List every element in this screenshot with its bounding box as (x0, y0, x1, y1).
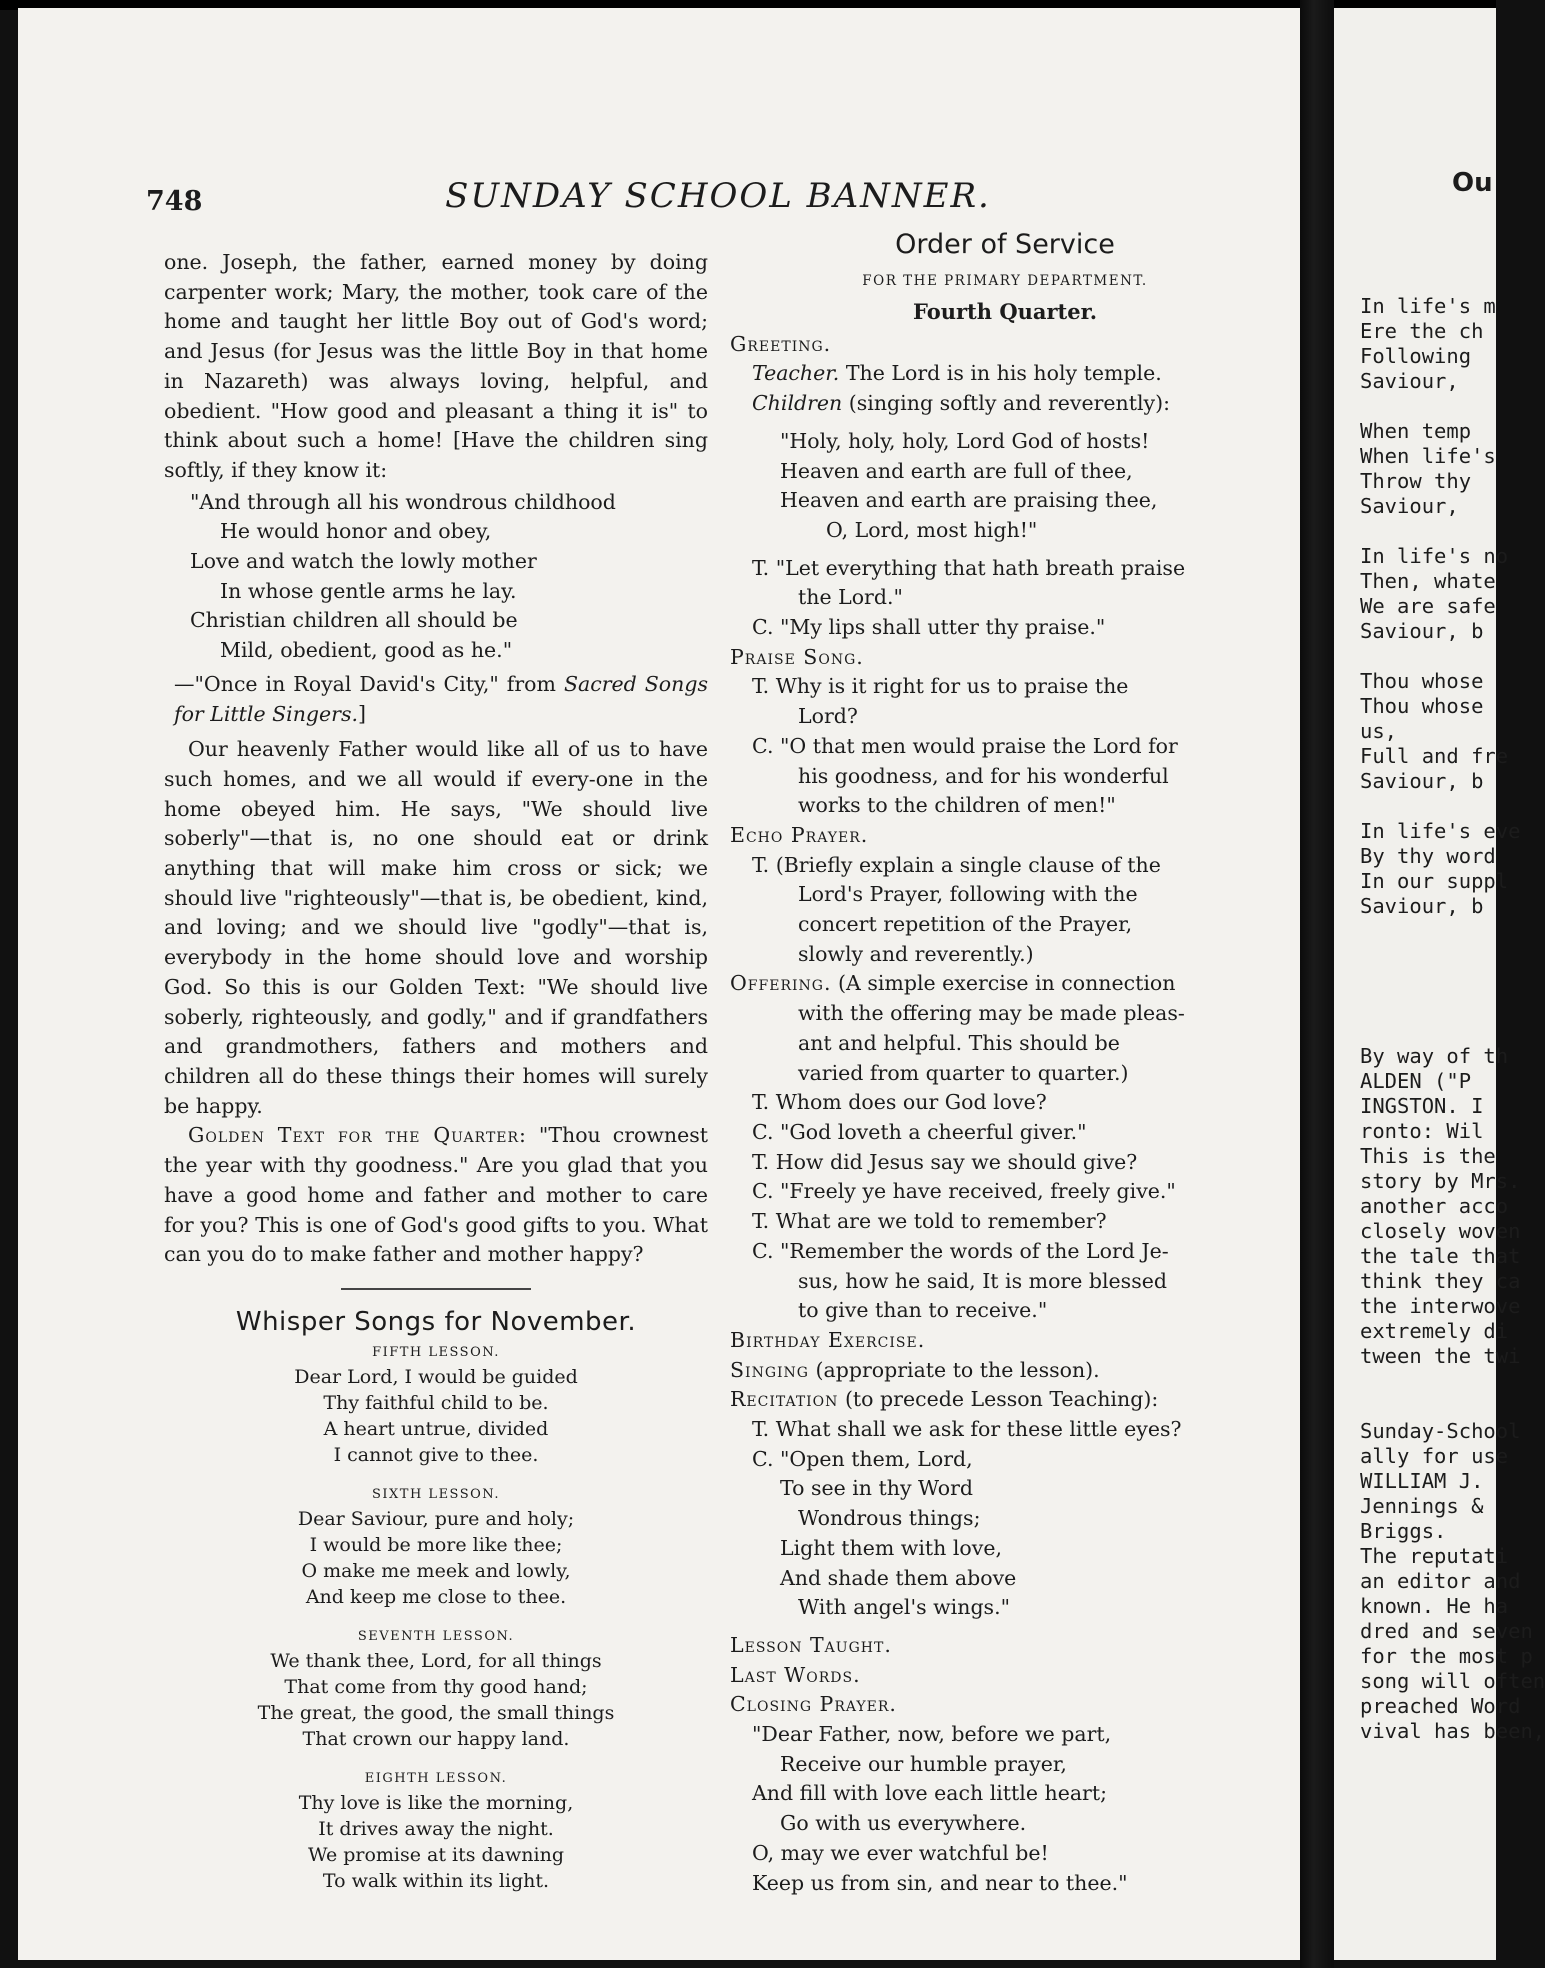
prayer-line: Keep us from sin, and near to thee." (752, 1870, 1128, 1895)
book-gutter (1300, 0, 1334, 1968)
line: T. What shall we ask for these little eyes? (752, 1417, 1182, 1442)
right-page-line: WILLIAM J. (1360, 1469, 1484, 1493)
section-divider (341, 1288, 531, 1290)
paragraph: Our heavenly Father would like all of us to have such homes, and we all would if every-one in the home obeyed him. He says, "We should live soberly"—that is, no one should eat or drink anything that will make him cross or sick; we should live "righteously"—that is, be obedient, kind, and loving; and we should live "godly"—that is, everybody in the home should love and worship God. So this is our Golden Text: "We should live soberly, righteously, and godly," and if grandfathers and grandmothers, fathers and mothers and children all do these things their homes will surely be happy. (164, 737, 708, 1118)
right-page-line: In life's m (1360, 294, 1496, 318)
line-text: (singing softly and reverently): (842, 391, 1171, 416)
line: varied from quarter to quarter.) (798, 1060, 1129, 1085)
right-page-line: Then, whate (1360, 569, 1496, 593)
right-page-line: Saviour, b (1360, 769, 1484, 793)
recitation-line: Light them with love, (780, 1535, 1002, 1560)
verse-line: Christian children all should be (190, 608, 518, 633)
qa-line: T. What are we told to remember? (752, 1209, 1107, 1234)
recitation-line: To see in thy Word (780, 1476, 973, 1501)
line: C. "My lips shall utter thy praise." (752, 615, 1106, 640)
right-page-line: preached Word (1360, 1694, 1521, 1718)
right-page-line (1360, 944, 1545, 969)
right-page-line: another acco (1360, 1194, 1509, 1218)
right-page-line (1360, 644, 1545, 669)
citation-end: ] (358, 701, 366, 726)
verse-line: He would honor and obey, (220, 519, 492, 544)
paragraph: one. Joseph, the father, earned money by doing carpenter work; Mary, the mother, took care of the home and taught her little Boy out of God's word; and Jesus (for Jesus was the little Boy in that home in Nazareth) was always loving, helpful, and obedient. "How good and pleasant a thing it is" to think about such a home! [Have the children sing softly, if they know it: (164, 250, 708, 482)
recitation-line: With angel's wings." (798, 1595, 1011, 1620)
running-header (18, 176, 1300, 216)
line-text: (appropriate to the lesson). (808, 1357, 1100, 1382)
right-page-line (1360, 794, 1545, 819)
line (730, 969, 1280, 999)
right-page-line: ally for use (1360, 1444, 1509, 1468)
department-subtitle: FOR THE PRIMARY DEPARTMENT. (862, 272, 1148, 289)
line: T. "Let everything that hath breath praise (752, 555, 1186, 580)
hymn-line: Heaven and earth are praising thee, (780, 488, 1158, 513)
right-page-line: us, (1360, 719, 1398, 743)
lesson-line: A heart untrue, divided (323, 1417, 549, 1440)
page-number: 748 (146, 186, 203, 217)
citation-book-title: Sacred Songs for Little Singers. (174, 671, 708, 726)
right-page-line: vival has been, (1360, 1719, 1545, 1743)
right-page-line: Throw thy (1360, 469, 1472, 493)
right-page-line: the tale that (1360, 1244, 1521, 1268)
qa-line: C. "Freely ye have received, freely give." (752, 1179, 1176, 1204)
right-page-line (1360, 994, 1545, 1019)
right-page-line: Following (1360, 344, 1472, 368)
golden-text-label: Golden Text for the Quarter: (188, 1123, 527, 1148)
line: T. (Briefly explain a single clause of the (752, 852, 1161, 877)
lesson-line: To walk within its light. (322, 1869, 550, 1892)
right-page-line: The reputati (1360, 1544, 1509, 1568)
right-page-line: ronto: Wil (1360, 1119, 1484, 1143)
right-page-line: ALDEN ("P (1360, 1069, 1472, 1093)
prayer-line: "Dear Father, now, before we part, (752, 1722, 1112, 1747)
recitation-line: And shade them above (780, 1565, 1017, 1590)
right-page-line: story by Mrs. (1360, 1169, 1521, 1193)
section-recitation: Recitation (730, 1387, 839, 1412)
right-page-line: In life's no (1360, 544, 1509, 568)
qa-line: C. "Remember the words of the Lord Je- (752, 1238, 1169, 1263)
right-page-line: In our suppl (1360, 869, 1509, 893)
lesson-line: We promise at its dawning (307, 1843, 565, 1866)
right-page-line: Saviour, b (1360, 619, 1484, 643)
right-page-line: Saviour, b (1360, 894, 1484, 918)
prayer-line: Go with us everywhere. (780, 1811, 1027, 1836)
section-offering: Offering. (730, 971, 832, 996)
right-page-line: Saviour, (1360, 494, 1459, 518)
line: ant and helpful. This should be (798, 1030, 1120, 1055)
right-page-line: This is the (1360, 1144, 1496, 1168)
lesson-line: Thy love is like the morning, (298, 1791, 574, 1814)
right-page-line (1360, 1394, 1545, 1419)
paragraph (164, 1121, 708, 1270)
section-echo-prayer: Echo Prayer. (730, 822, 869, 847)
right-page-line: known. He ha (1360, 1594, 1509, 1618)
line-text: (A simple exercise in connection (831, 971, 1176, 996)
right-page-line: Ere the ch (1360, 319, 1484, 343)
line: concert repetition of the Prayer, (798, 912, 1133, 937)
right-page-line: We are safe (1360, 594, 1496, 618)
line: his goodness, and for his wonderful (798, 763, 1169, 788)
line: works to the children of men!" (798, 793, 1116, 818)
golden-text-body: "Thou crownest the year with thy goodness." Are you glad that you have a good home and father and mother to care for you? This is one of God's good gifts to you. What can you do to make father and mother happy? (164, 1123, 708, 1267)
prayer-line: Receive our humble prayer, (780, 1751, 1067, 1776)
section-lesson-taught: Lesson Taught. (730, 1632, 892, 1657)
citation (164, 670, 708, 729)
middle-column (730, 230, 1280, 1898)
citation-text: —"Once in Royal David's City," from (174, 671, 564, 696)
section-last-words: Last Words. (730, 1662, 861, 1687)
right-page-line: Full and fre (1360, 744, 1509, 768)
right-page-line: tween the twi (1360, 1344, 1521, 1368)
right-page-line: Jennings & (1360, 1494, 1484, 1518)
whisper-songs-heading: Whisper Songs for November. (235, 1306, 637, 1337)
lesson-label: EIGHTH LESSON. (364, 1770, 508, 1786)
right-page-line: think they ca (1360, 1269, 1521, 1293)
right-page-line: for the most p (1360, 1644, 1533, 1668)
periodical-title: SUNDAY SCHOOL BANNER. (445, 176, 991, 216)
line: slowly and reverently.) (798, 941, 1034, 966)
right-page-line (1360, 519, 1545, 544)
verse-line: In whose gentle arms he lay. (220, 578, 517, 603)
order-of-service-heading: Order of Service (895, 229, 1115, 260)
lesson-line: Dear Lord, I would be guided (294, 1365, 578, 1388)
verse-line: Love and watch the lowly mother (190, 549, 537, 574)
qa-line: to give than to receive." (798, 1298, 1048, 1323)
lesson-line: Thy faithful child to be. (323, 1391, 549, 1414)
lesson-line: That come from thy good hand; (284, 1675, 588, 1698)
right-page-line: In life's eve (1360, 819, 1521, 843)
right-page-line: the interwove (1360, 1294, 1521, 1318)
right-page-line: Briggs. (1360, 1519, 1447, 1543)
line (730, 389, 1280, 419)
right-page-line: By way of th (1360, 1044, 1509, 1068)
right-page-line: When life's (1360, 444, 1496, 468)
line-text: (to precede Lesson Teaching): (838, 1387, 1159, 1412)
right-page-text (1360, 294, 1545, 1744)
lesson-line: We thank thee, Lord, for all things (270, 1649, 602, 1672)
lesson-line: Dear Saviour, pure and holy; (297, 1507, 575, 1530)
line: with the offering may be made pleas- (798, 1001, 1185, 1026)
lesson-line: And keep me close to thee. (305, 1585, 567, 1608)
qa-line: T. How did Jesus say we should give? (752, 1149, 1138, 1174)
qa-line: C. "God loveth a cheerful giver." (752, 1119, 1087, 1144)
quarter-heading: Fourth Quarter. (912, 298, 1098, 324)
right-page-line (1360, 1019, 1545, 1044)
hymn-line: O, Lord, most high!" (826, 517, 1038, 542)
hymn-line: "Holy, holy, holy, Lord God of hosts! (780, 428, 1150, 453)
lesson-label: SEVENTH LESSON. (357, 1628, 515, 1644)
prayer-line: O, may we ever watchful be! (752, 1840, 1049, 1865)
qa-line: T. Whom does our God love? (752, 1090, 1047, 1115)
recitation-line: C. "Open them, Lord, (752, 1446, 973, 1471)
line (730, 1356, 1280, 1386)
line: C. "O that men would praise the Lord for (752, 733, 1178, 758)
right-page-line: Saviour, (1360, 369, 1459, 393)
speaker-teacher: Teacher. (752, 361, 840, 386)
right-page-line: Thou whose (1360, 694, 1484, 718)
right-page-line: extremely di (1360, 1319, 1509, 1343)
line: the Lord." (798, 585, 903, 610)
section-birthday-exercise: Birthday Exercise. (730, 1327, 926, 1352)
recitation-line: Wondrous things; (798, 1506, 981, 1531)
qa-line: sus, how he said, It is more blessed (798, 1268, 1167, 1293)
section-closing-prayer: Closing Prayer. (730, 1692, 897, 1717)
right-page-header: Ou (1452, 168, 1493, 198)
line: T. Why is it right for us to praise the (752, 674, 1129, 699)
left-page (18, 8, 1300, 1960)
right-page-line: INGSTON. I (1360, 1094, 1484, 1118)
line: Lord? (798, 704, 858, 729)
line (730, 1385, 1280, 1415)
section-greeting: Greeting. (730, 331, 832, 356)
lesson-line: That crown our happy land. (302, 1727, 570, 1750)
verse-line: "And through all his wondrous childhood (190, 489, 616, 514)
line: Lord's Prayer, following with the (798, 882, 1138, 907)
lesson-label: SIXTH LESSON. (372, 1486, 500, 1502)
right-page-line: When temp (1360, 419, 1472, 443)
right-page-line (1360, 1369, 1545, 1394)
right-page-line: song will often (1360, 1669, 1545, 1693)
hymn-line: Heaven and earth are full of thee, (780, 458, 1133, 483)
lesson-line: I cannot give to thee. (333, 1443, 539, 1466)
right-page-line: dred and seven (1360, 1619, 1533, 1643)
right-page-line (1360, 394, 1545, 419)
line-text: The Lord is in his holy temple. (839, 361, 1162, 386)
right-page-line: an editor and (1360, 1569, 1521, 1593)
prayer-line: And fill with love each little heart; (752, 1781, 1107, 1806)
right-page-line: By thy word (1360, 844, 1496, 868)
whisper-songs (164, 1342, 708, 1894)
section-singing: Singing (730, 1357, 809, 1382)
speaker-children: Children (752, 391, 843, 416)
lesson-label: FIFTH LESSON. (372, 1344, 500, 1360)
lesson-line: O make me meek and lowly, (301, 1559, 571, 1582)
line (730, 359, 1280, 389)
lesson-line: The great, the good, the small things (257, 1701, 615, 1724)
lesson-line: I would be more like thee; (309, 1533, 563, 1556)
left-column (164, 248, 708, 1894)
section-praise-song: Praise Song. (730, 644, 864, 669)
right-page-line: Sunday-School (1360, 1419, 1521, 1443)
right-page-line (1360, 919, 1545, 944)
right-page-fragment (1334, 8, 1545, 1960)
right-page-line (1360, 969, 1545, 994)
verse-line: Mild, obedient, good as he." (220, 638, 513, 663)
hymn-verse (164, 488, 708, 666)
lesson-line: It drives away the night. (318, 1817, 554, 1840)
right-page-line: Thou whose (1360, 669, 1484, 693)
right-page-line: closely woven (1360, 1219, 1521, 1243)
